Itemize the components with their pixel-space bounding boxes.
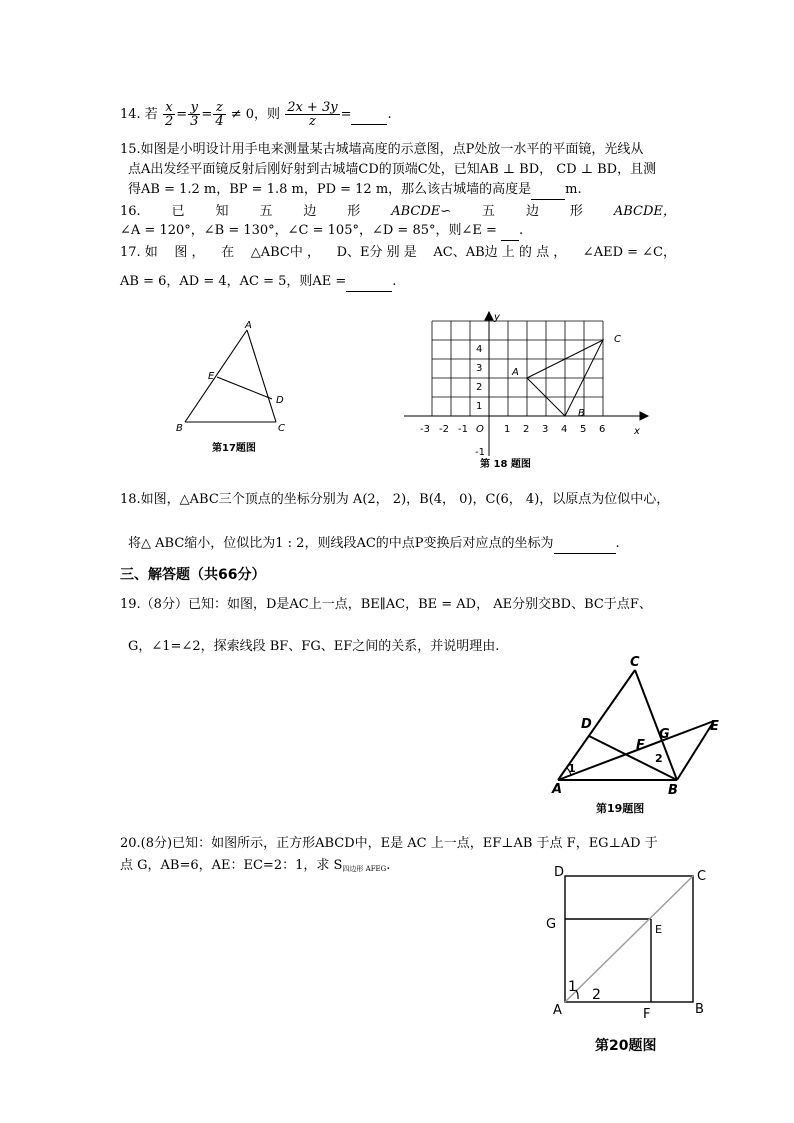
- answer-blank: [531, 181, 565, 200]
- q19-line-1: 19.（8分）已知：如图，D是AC上一点，BE∥AC，BE = AD， AE分别交BD、BC于点F、: [120, 597, 652, 612]
- side-ac: [247, 330, 276, 422]
- q20-line-2: 点 G，AB=6，AE：EC=2：1，求 S四边形 AFEG.: [120, 858, 391, 873]
- fraction-z-over-4: $\frac{z}{4}$: [215, 100, 224, 129]
- x-tick-label: -3: [420, 424, 430, 435]
- label-e: E: [208, 371, 215, 382]
- label-a: A: [553, 1003, 562, 1018]
- angle-1-label: 1: [568, 762, 576, 775]
- x-tick-label: 5: [580, 424, 587, 435]
- label-b: B: [176, 423, 183, 434]
- angle-2-label: 2: [655, 752, 663, 765]
- fraction-x-over-2: $\frac{x}{2}$: [164, 100, 174, 129]
- x-tick-label: -1: [458, 424, 468, 435]
- q17-line-2: AB = 6，AD = 4，AC = 5，则AE = .: [120, 273, 396, 292]
- answer-blank: [346, 273, 392, 292]
- q18-line-1: 18.如图，△ABC三个顶点的坐标分别为 A(2， 2)，B(4， 0)，C(6， 4)，以原点为位似中心，: [120, 492, 670, 507]
- answer-blank: [554, 535, 616, 554]
- x-tick-label: -2: [439, 424, 449, 435]
- segment-be: [677, 721, 714, 780]
- y-tick-label: 2: [476, 382, 483, 393]
- point-a-label: A: [512, 367, 519, 378]
- label-d: D: [581, 717, 592, 732]
- figure-18-coordinate-grid: [398, 310, 653, 472]
- label-f: F: [643, 1007, 651, 1022]
- question-14: 14. 若 $\frac{x}{2}$ = $\frac{y}{3}$ = $\frac{z}{4}$ ≠ 0，则 $\frac{2x + 3y}{z}$ = .: [120, 100, 392, 129]
- answer-blank: [501, 222, 519, 241]
- q19-line-2: G，∠1=∠2，探索线段 BF、FG、EF之间的关系，并说明理由.: [128, 639, 500, 654]
- label-e: E: [655, 923, 662, 936]
- figure-17-triangle: [170, 315, 300, 460]
- label-a: A: [552, 782, 563, 797]
- label-a: A: [245, 320, 252, 331]
- y-tick-label: 4: [476, 344, 483, 355]
- figure-20-caption: 第20题图: [595, 1038, 657, 1054]
- x-axis-arrow: [640, 412, 648, 420]
- x-axis-label: x: [634, 426, 640, 437]
- answer-blank: [351, 106, 387, 125]
- segment-bd: [589, 736, 677, 780]
- y-axis-arrow: [485, 312, 493, 320]
- label-g: G: [546, 917, 557, 932]
- figure-17-caption: 第17题图: [212, 443, 256, 454]
- fraction-y-over-3: $\frac{y}{3}$: [190, 100, 199, 129]
- figure-19-diagram: [548, 650, 726, 818]
- label-d: D: [554, 865, 565, 880]
- point-c-label: C: [614, 334, 621, 345]
- side-ab: [185, 330, 247, 422]
- figure-18-caption: 第 18 题图: [480, 459, 531, 470]
- label-c: C: [278, 423, 285, 434]
- q14-number: 14. 若: [120, 107, 158, 122]
- angle-2-label: 2: [592, 987, 601, 1003]
- segment-ed: [217, 377, 272, 399]
- x-tick-label: 1: [504, 424, 511, 435]
- label-d: D: [276, 395, 284, 406]
- q15-line-3: 得AB = 1.2 m，BP = 1.8 m，PD = 12 m，那么该古城墙的高度是 m.: [128, 181, 582, 200]
- q16-line-1: 16. 已 知 五 边 形 ABCDE∽ 五 边 形 ABCDE，: [120, 204, 676, 219]
- section-heading: 三、解答题（共66分）: [120, 567, 266, 583]
- y-tick-label: 1: [476, 401, 483, 412]
- fraction-expression: $\frac{2x + 3y}{z}$: [287, 100, 338, 129]
- origin-label: O: [476, 424, 484, 435]
- label-b: B: [668, 783, 678, 798]
- label-e: E: [710, 719, 719, 734]
- y-axis-label: y: [494, 312, 500, 323]
- y-tick-label: 3: [476, 363, 483, 374]
- angle-1-label: 1: [568, 979, 577, 995]
- point-b-label: B: [578, 408, 585, 419]
- label-b: B: [695, 1002, 704, 1017]
- label-c: C: [630, 655, 640, 670]
- label-c: C: [697, 869, 707, 884]
- q18-line-2: 将△ ABC缩小，位似比为1 : 2，则线段AC的中点P变换后对应点的坐标为 .: [128, 535, 620, 554]
- x-tick-label: 2: [523, 424, 530, 435]
- q15-line-2: 点A出发经平面镜反射后刚好射到古城墙CD的顶端C处，已知AB ⊥ BD， CD ⊥ BD，且测: [128, 162, 657, 177]
- x-tick-label: 3: [542, 424, 549, 435]
- diagonal-ac: [565, 876, 693, 1002]
- q14-condition: ≠ 0，则: [230, 107, 281, 122]
- figure-19-caption: 第19题图: [596, 802, 645, 815]
- x-tick-label: 4: [561, 424, 568, 435]
- x-tick-label: 6: [599, 424, 606, 435]
- q20-line-1: 20.(8分)已知：如图所示，正方形ABCD中，E是 AC 上一点，EF⊥AB 于点 F，EG⊥AD 于: [120, 836, 658, 851]
- label-g: G: [659, 727, 670, 742]
- q16-line-2: ∠A = 120°，∠B = 130°，∠C = 105°，∠D = 85°，则∠E = .: [120, 222, 523, 241]
- figure-20-square: [540, 862, 715, 1058]
- q15-line-1: 15.如图是小明设计用手电来测量某古城墙高度的示意图，点P处放一水平的平面镜，光线从: [120, 142, 644, 157]
- label-f: F: [636, 738, 645, 753]
- q17-line-1: 17. 如 图 ， 在 △ABC中 ， D、E分 别 是 AC、AB边 上 的 点 ， ∠AED = ∠C，: [120, 245, 676, 260]
- y-tick-label: -1: [475, 447, 485, 458]
